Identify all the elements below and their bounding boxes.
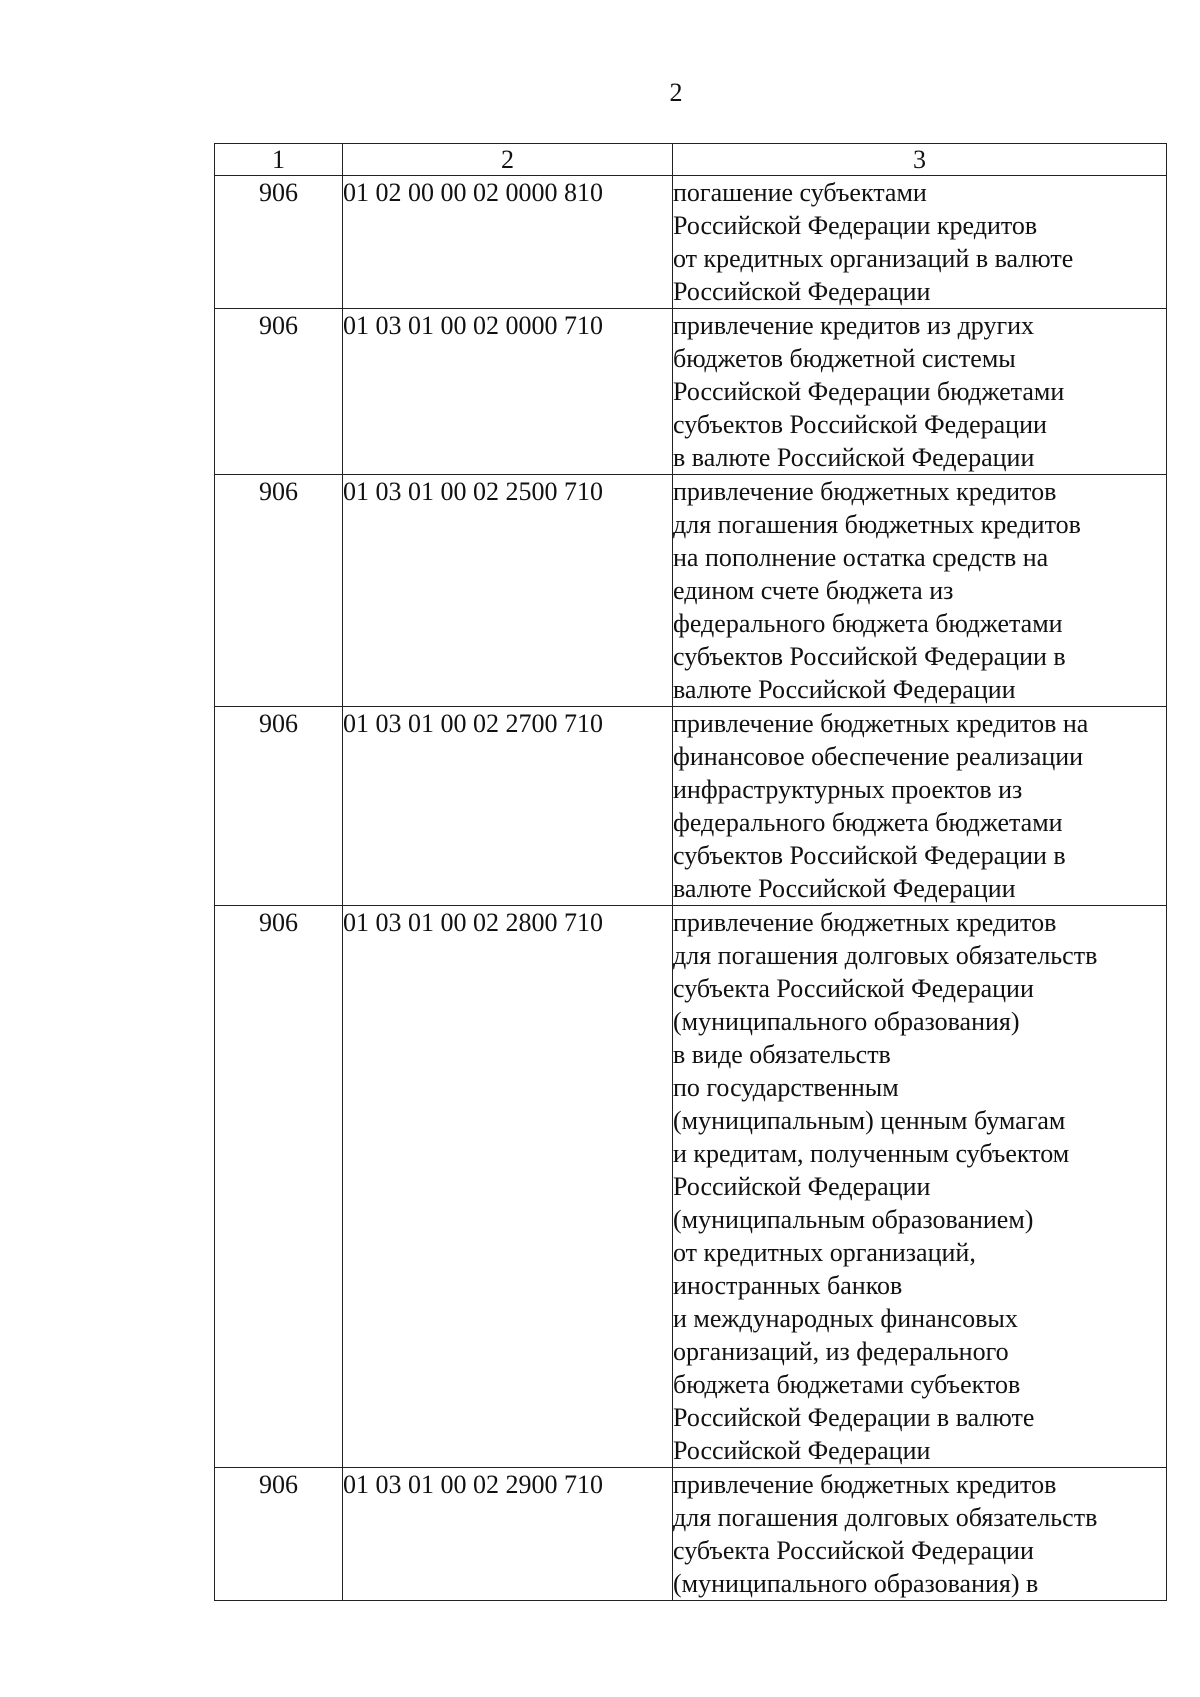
description-cell (673, 176, 1167, 309)
description-line: привлечение кредитов из других (673, 311, 1035, 340)
description-line: субъекта Российской Федерации (673, 974, 1034, 1003)
description-line: привлечение бюджетных кредитов (673, 1470, 1057, 1499)
admin-code-cell: 906 (215, 707, 343, 906)
header-col-3: 3 (673, 144, 1167, 176)
admin-code-cell: 906 (215, 1468, 343, 1601)
description-line: от кредитных организаций, (673, 1238, 976, 1267)
description-line: и кредитам, полученным субъектом (673, 1139, 1070, 1168)
description-line: для погашения долговых обязательств (673, 941, 1098, 970)
description-line: в виде обязательств (673, 1040, 891, 1069)
description-line: погашение субъектами (673, 178, 927, 207)
description-line: организаций, из федерального (673, 1337, 1009, 1366)
description-cell (673, 475, 1167, 707)
table-row (215, 176, 1167, 309)
description-cell (673, 906, 1167, 1468)
header-col-2: 2 (343, 144, 673, 176)
description-line: едином счете бюджета из (673, 576, 954, 605)
description-line: бюджетов бюджетной системы (673, 344, 1016, 373)
description-line: (муниципальным образованием) (673, 1205, 1034, 1234)
page-number: 2 (669, 78, 683, 107)
description-line: субъектов Российской Федерации в (673, 841, 1066, 870)
description-line: бюджета бюджетами субъектов (673, 1370, 1021, 1399)
table-row (215, 707, 1167, 906)
description-line: федерального бюджета бюджетами (673, 609, 1063, 638)
budget-code-cell: 01 03 01 00 02 2800 710 (343, 906, 673, 1468)
description-line: привлечение бюджетных кредитов (673, 477, 1057, 506)
description-line: привлечение бюджетных кредитов (673, 908, 1057, 937)
budget-code-cell: 01 03 01 00 02 2500 710 (343, 475, 673, 707)
description-line: Российской Федерации кредитов (673, 211, 1038, 240)
budget-code-cell: 01 03 01 00 02 0000 710 (343, 309, 673, 475)
budget-code-cell: 01 02 00 00 02 0000 810 (343, 176, 673, 309)
description-line: для погашения долговых обязательств (673, 1503, 1098, 1532)
description-line: (муниципальным) ценным бумагам (673, 1106, 1066, 1135)
description-line: привлечение бюджетных кредитов на (673, 709, 1089, 738)
description-line: иностранных банков (673, 1271, 903, 1300)
description-line: на пополнение остатка средств на (673, 543, 1049, 572)
header-col-1: 1 (215, 144, 343, 176)
description-cell (673, 707, 1167, 906)
admin-code-cell: 906 (215, 309, 343, 475)
description-line: Российской Федерации бюджетами (673, 377, 1065, 406)
description-line: субъектов Российской Федерации в (673, 642, 1066, 671)
description-line: федерального бюджета бюджетами (673, 808, 1063, 837)
admin-code-cell: 906 (215, 906, 343, 1468)
description-line: по государственным (673, 1073, 899, 1102)
description-line: субъектов Российской Федерации (673, 410, 1047, 439)
description-line: (муниципального образования) (673, 1007, 1020, 1036)
description-line: валюте Российской Федерации (673, 675, 1016, 704)
description-line: от кредитных организаций в валюте (673, 244, 1074, 273)
description-line: финансовое обеспечение реализации (673, 742, 1084, 771)
budget-codes-table (214, 143, 1167, 1601)
description-line: Российской Федерации (673, 1436, 931, 1465)
table-row (215, 1468, 1167, 1601)
description-line: для погашения бюджетных кредитов (673, 510, 1081, 539)
budget-code-cell: 01 03 01 00 02 2900 710 (343, 1468, 673, 1601)
description-line: Российской Федерации (673, 277, 931, 306)
admin-code-cell: 906 (215, 176, 343, 309)
description-line: в валюте Российской Федерации (673, 443, 1035, 472)
description-line: Российской Федерации в валюте (673, 1403, 1035, 1432)
description-line: Российской Федерации (673, 1172, 931, 1201)
table-row (215, 309, 1167, 475)
table-row (215, 906, 1167, 1468)
table-header-row (215, 144, 1167, 176)
description-line: инфраструктурных проектов из (673, 775, 1023, 804)
admin-code-cell: 906 (215, 475, 343, 707)
description-line: валюте Российской Федерации (673, 874, 1016, 903)
description-line: субъекта Российской Федерации (673, 1536, 1034, 1565)
description-line: и международных финансовых (673, 1304, 1018, 1333)
description-cell (673, 309, 1167, 475)
table-row (215, 475, 1167, 707)
description-cell (673, 1468, 1167, 1601)
description-line: (муниципального образования) в (673, 1569, 1039, 1598)
budget-code-cell: 01 03 01 00 02 2700 710 (343, 707, 673, 906)
